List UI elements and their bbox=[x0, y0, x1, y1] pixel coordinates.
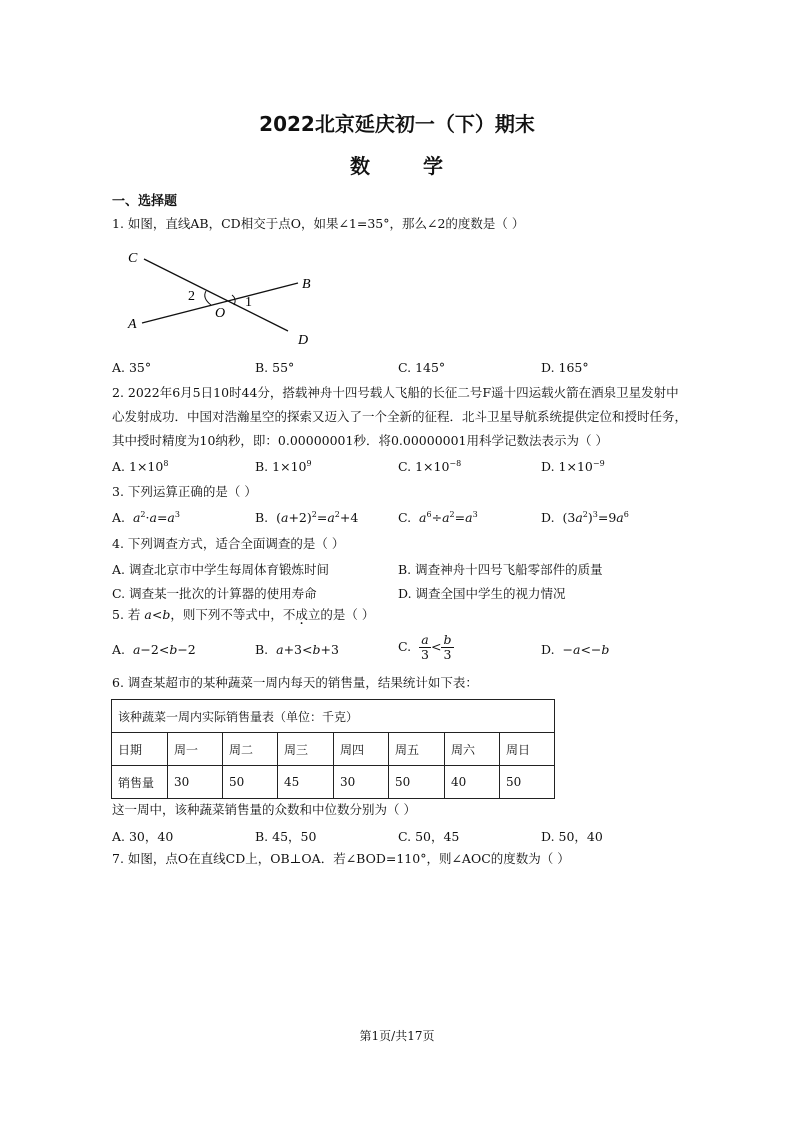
option-exponent: 8 bbox=[163, 459, 169, 468]
question-2-line-1: 2. 2022年6月5日10时44分，搭载神舟十四号载人飞船的长征二号F遥十四运载火箭在酒泉卫星发射中 bbox=[112, 385, 679, 400]
question-6-option-d: D. 50，40 bbox=[541, 829, 603, 844]
option-base: 1×10 bbox=[558, 459, 593, 475]
option-letter: A. bbox=[112, 459, 126, 475]
question-3-option-a: A. $a^2\cdot a=a^3$ bbox=[112, 510, 180, 526]
q5-emphasis: 不成立 bbox=[282, 607, 321, 622]
table-header-row bbox=[112, 733, 555, 766]
question-6-option-b: B. 45，50 bbox=[255, 829, 317, 844]
question-1-option-b: B. 55° bbox=[255, 360, 295, 375]
question-3-option-b: B. $(a+2)^2=a^2+4$ bbox=[255, 510, 359, 526]
table-cell: 销售量 bbox=[112, 766, 168, 799]
q5-mid: ，则下列不等式中， bbox=[170, 607, 283, 622]
question-2-line-2: 心发射成功．中国对浩瀚星空的探索又迈入了一个全新的征程．北斗卫星导航系统提供定位和授时任务， bbox=[112, 409, 688, 424]
question-6-followup: 这一周中，该种蔬菜销售量的众数和中位数分别为（ ） bbox=[112, 802, 416, 817]
label-o: O bbox=[215, 306, 226, 321]
table-cell: 周二 bbox=[223, 733, 278, 766]
question-4-option-d: D. 调查全国中学生的视力情况 bbox=[398, 586, 566, 601]
table-cell: 50 bbox=[500, 766, 555, 799]
question-6-option-c: C. 50，45 bbox=[398, 829, 460, 844]
label-b: B bbox=[302, 277, 311, 292]
section-heading: 一、选择题 bbox=[112, 194, 178, 209]
question-6-option-a: A. 30，40 bbox=[112, 829, 174, 844]
option-base: 1×10 bbox=[272, 459, 307, 475]
label-c: C bbox=[128, 251, 138, 266]
table-caption: 该种蔬菜一周内实际销售量表（单位：千克） bbox=[112, 700, 555, 733]
page-number: 第1页/共17页 bbox=[359, 1029, 435, 1043]
question-2-option-a bbox=[112, 459, 168, 474]
option-exponent: −9 bbox=[592, 459, 605, 468]
table-cell: 周日 bbox=[500, 733, 555, 766]
option-exponent: 9 bbox=[306, 459, 312, 468]
option-base: 1×10 bbox=[415, 459, 450, 475]
question-1-stem: 1. 如图，直线AB，CD相交于点O，如果∠1=35°，那么∠2的度数是（ ） bbox=[112, 216, 525, 231]
label-angle-1: 1 bbox=[245, 295, 252, 310]
table-cell: 50 bbox=[389, 766, 445, 799]
question-4-option-b: B. 调查神舟十四号飞船零部件的质量 bbox=[398, 562, 603, 577]
option-letter: C. bbox=[398, 459, 412, 475]
question-5-option-b: B. a+3<b+3 bbox=[255, 642, 339, 657]
table-cell: 30 bbox=[334, 766, 389, 799]
question-5-option-d: D. −a<−b bbox=[541, 642, 610, 657]
question-2-line-3: 其中授时精度为10纳秒，即：0.00000001秒．将0.00000001用科学记数法表示为（ ） bbox=[112, 433, 608, 448]
table-cell: 周五 bbox=[389, 733, 445, 766]
label-a: A bbox=[128, 317, 137, 332]
option-letter: D. bbox=[541, 459, 555, 475]
q5-suffix: 的是（ ） bbox=[320, 607, 375, 622]
option-base: 1×10 bbox=[129, 459, 164, 475]
question-3-stem: 3. 下列运算正确的是（ ） bbox=[112, 484, 257, 499]
question-5-option-c: C. $\frac{a}{3}$ < $\frac{b}{3}$ bbox=[398, 632, 452, 662]
option-exponent: −8 bbox=[449, 459, 462, 468]
question-5-option-a: A. a−2<b−2 bbox=[112, 642, 196, 657]
subject-char-2: 学 bbox=[423, 154, 444, 178]
question-6-stem: 6. 调查某超市的某种蔬菜一周内每天的销售量，结果统计如下表： bbox=[112, 675, 478, 690]
table-cell: 周一 bbox=[168, 733, 223, 766]
question-3-option-d: D. $(3a^2)^3=9a^6$ bbox=[541, 510, 629, 526]
question-2-option-c bbox=[398, 459, 461, 474]
question-2-option-d bbox=[541, 459, 605, 474]
question-7-stem: 7. 如图，点O在直线CD上，OB⊥OA．若∠BOD=110°，则∠AOC的度数为（ ） bbox=[112, 851, 570, 866]
table-cell: 40 bbox=[445, 766, 500, 799]
subject-char-1: 数 bbox=[350, 154, 371, 178]
sales-table bbox=[111, 699, 555, 799]
q5-prefix: 5. 若 bbox=[112, 607, 141, 622]
table-cell: 周三 bbox=[278, 733, 334, 766]
question-1-option-d: D. 165° bbox=[541, 360, 589, 375]
subject-title bbox=[0, 150, 794, 179]
question-1-option-a: A. 35° bbox=[112, 360, 152, 375]
option-letter: B. bbox=[255, 459, 269, 475]
table-cell: 日期 bbox=[112, 733, 168, 766]
question-3-option-c: C. $a^6\div a^2=a^3$ bbox=[398, 510, 478, 526]
angle-2-arc bbox=[205, 291, 211, 305]
table-cell: 周四 bbox=[334, 733, 389, 766]
table-cell: 30 bbox=[168, 766, 223, 799]
table-cell: 45 bbox=[278, 766, 334, 799]
table-cell: 周六 bbox=[445, 733, 500, 766]
label-angle-2: 2 bbox=[188, 289, 195, 304]
page-title: 2022北京延庆初一（下）期末 bbox=[259, 112, 535, 136]
label-d: D bbox=[298, 333, 309, 348]
table-cell: 50 bbox=[223, 766, 278, 799]
table-row bbox=[112, 766, 555, 799]
question-5-stem: 5. 若 a<b，则下列不等式中，不成立的是（ ） bbox=[112, 607, 375, 622]
question-1-figure bbox=[120, 244, 330, 350]
question-1-option-c: C. 145° bbox=[398, 360, 446, 375]
question-4-option-a: A. 调查北京市中学生每周体育锻炼时间 bbox=[112, 562, 329, 577]
question-4-option-c: C. 调查某一批次的计算器的使用寿命 bbox=[112, 586, 317, 601]
question-4-stem: 4. 下列调查方式，适合全面调查的是（ ） bbox=[112, 536, 345, 551]
question-2-option-b bbox=[255, 459, 312, 474]
